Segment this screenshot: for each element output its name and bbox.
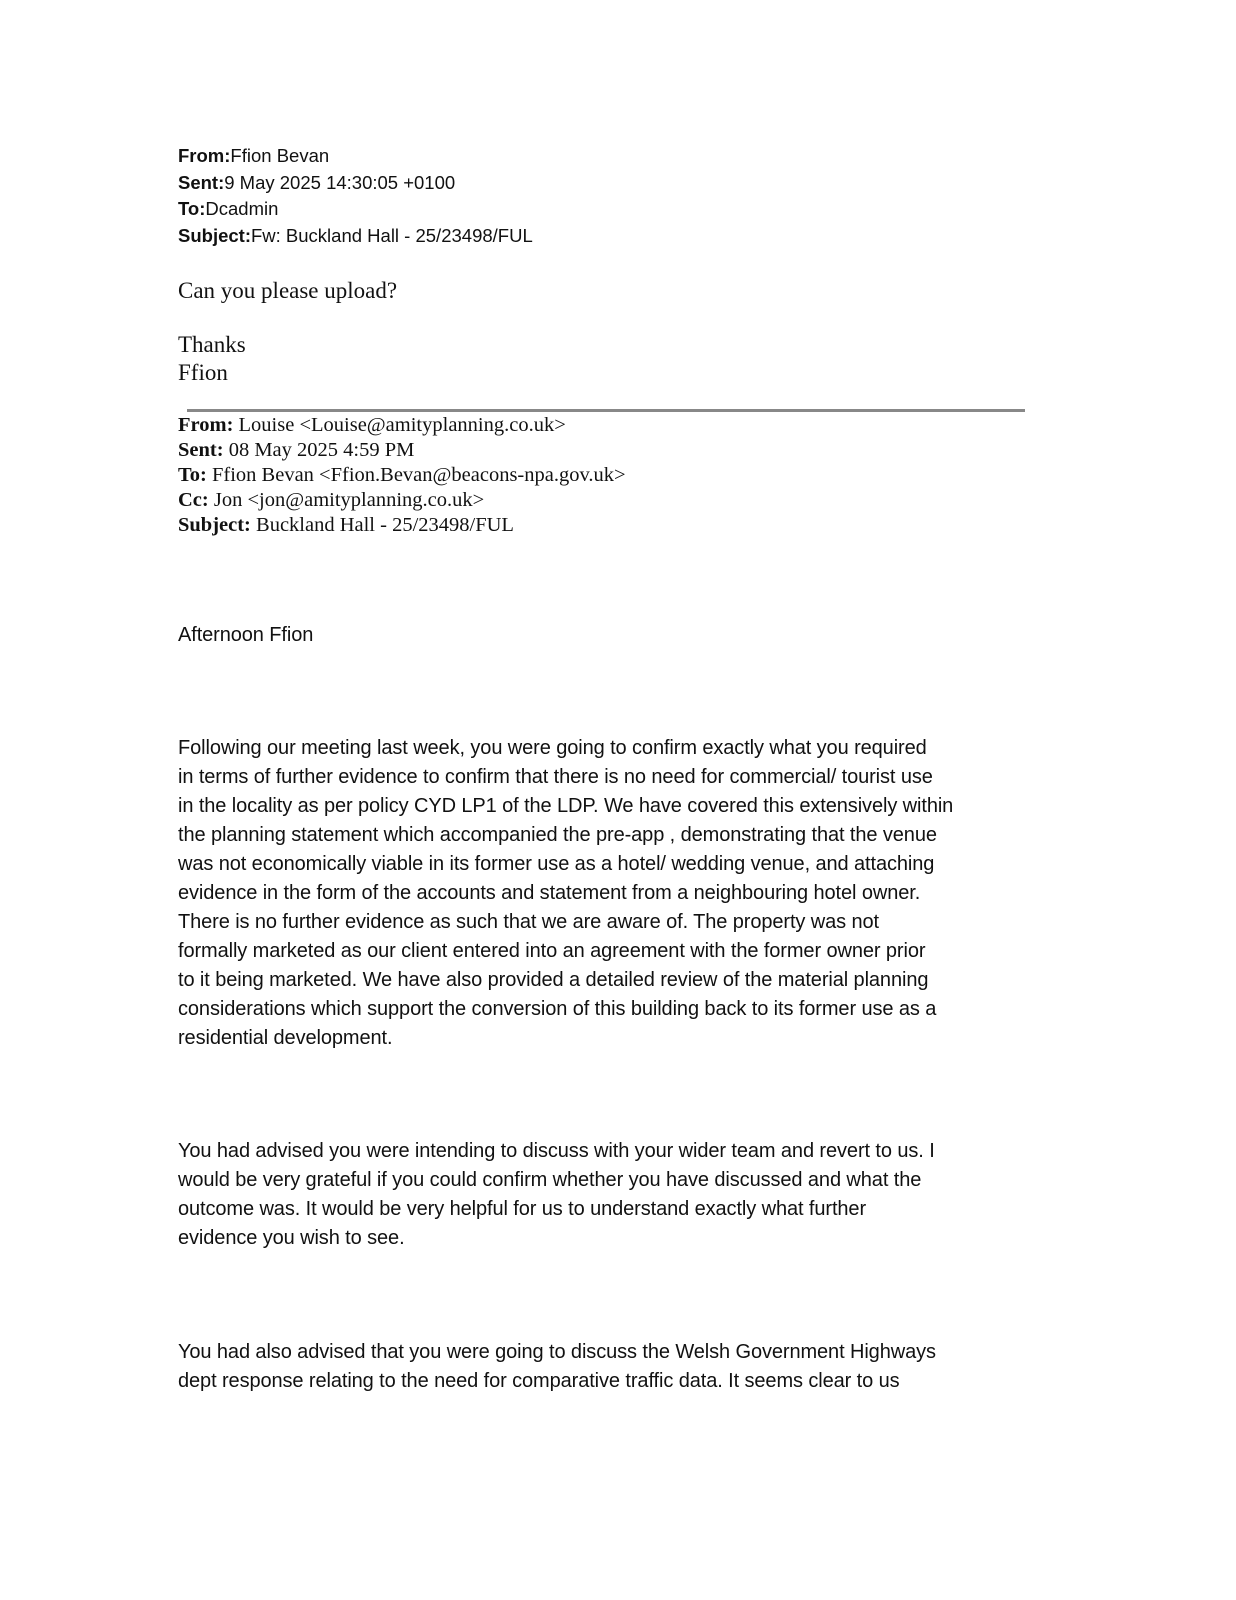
forward-to-line: To:Dcadmin — [178, 198, 279, 219]
text-line: evidence in the form of the accounts and statement from a neighbouring hotel owner. — [178, 882, 921, 904]
forward-request: Can you please upload? — [178, 278, 398, 303]
text-line: residential development. — [178, 1027, 393, 1049]
forward-thanks: Thanks — [178, 332, 246, 357]
divider — [187, 409, 1025, 412]
forward-from-line: From:Ffion Bevan — [178, 145, 330, 166]
forward-signature: Ffion — [178, 360, 228, 385]
text-line: formally marketed as our client entered into an agreement with the former owner prior — [178, 940, 926, 962]
text-line: in terms of further evidence to confirm that there is no need for commercial/ tourist use — [178, 766, 933, 788]
forward-subject: Fw: Buckland Hall - 25/23498/FUL — [250, 224, 533, 246]
text-line: to it being marketed. We have also provided a detailed review of the material planning — [178, 969, 929, 991]
text-line: was not economically viable in its former use as a hotel/ wedding venue, and attaching — [178, 853, 935, 875]
text-line: You had advised you were intending to discuss with your wider team and revert to us. I — [178, 1140, 935, 1162]
text-line: dept response relating to the need for comparative traffic data. It seems clear to us — [178, 1370, 900, 1392]
original-cc-line: Cc: Jon <jon@amityplanning.co.uk> — [178, 489, 485, 511]
text-line: evidence you wish to see. — [178, 1227, 405, 1249]
original-to-line: To: Ffion Bevan <Ffion.Bevan@beacons-npa.gov.uk> — [178, 464, 626, 486]
paragraph-1 — [178, 734, 953, 1053]
original-subject-line: Subject: Buckland Hall - 25/23498/FUL — [178, 514, 514, 536]
text-line: Following our meeting last week, you were going to confirm exactly what you required — [178, 737, 927, 759]
forward-email-header — [178, 143, 533, 249]
forward-to: Dcadmin — [205, 198, 279, 219]
greeting: Afternoon Ffion — [178, 624, 314, 646]
paragraph-3 — [178, 1338, 936, 1396]
text-line: You had also advised that you were going to discuss the Welsh Government Highways — [178, 1341, 936, 1363]
text-line: the planning statement which accompanied the pre-app , demonstrating that the venue — [178, 824, 937, 846]
text-line: in the locality as per policy CYD LP1 of the LDP. We have covered this extensively within — [178, 795, 954, 817]
text-line: would be very grateful if you could confirm whether you have discussed and what the — [178, 1169, 922, 1191]
forward-from: Ffion Bevan — [230, 145, 330, 166]
original-sent-line: Sent: 08 May 2025 4:59 PM — [178, 439, 415, 461]
forward-sent: 9 May 2025 14:30:05 +0100 — [224, 171, 456, 193]
forward-sent-line: Sent:9 May 2025 14:30:05 +0100 — [178, 171, 456, 193]
forward-subject-line: Subject:Fw: Buckland Hall - 25/23498/FUL — [178, 224, 533, 246]
original-email-header — [178, 413, 626, 538]
text-line: considerations which support the conversion of this building back to its former use as a — [178, 998, 937, 1020]
text-line: There is no further evidence as such that we are aware of. The property was not — [178, 911, 879, 933]
text-line: outcome was. It would be very helpful for us to understand exactly what further — [178, 1198, 867, 1220]
original-from-line: From: Louise <Louise@amityplanning.co.uk> — [178, 414, 566, 436]
paragraph-2 — [178, 1137, 935, 1253]
